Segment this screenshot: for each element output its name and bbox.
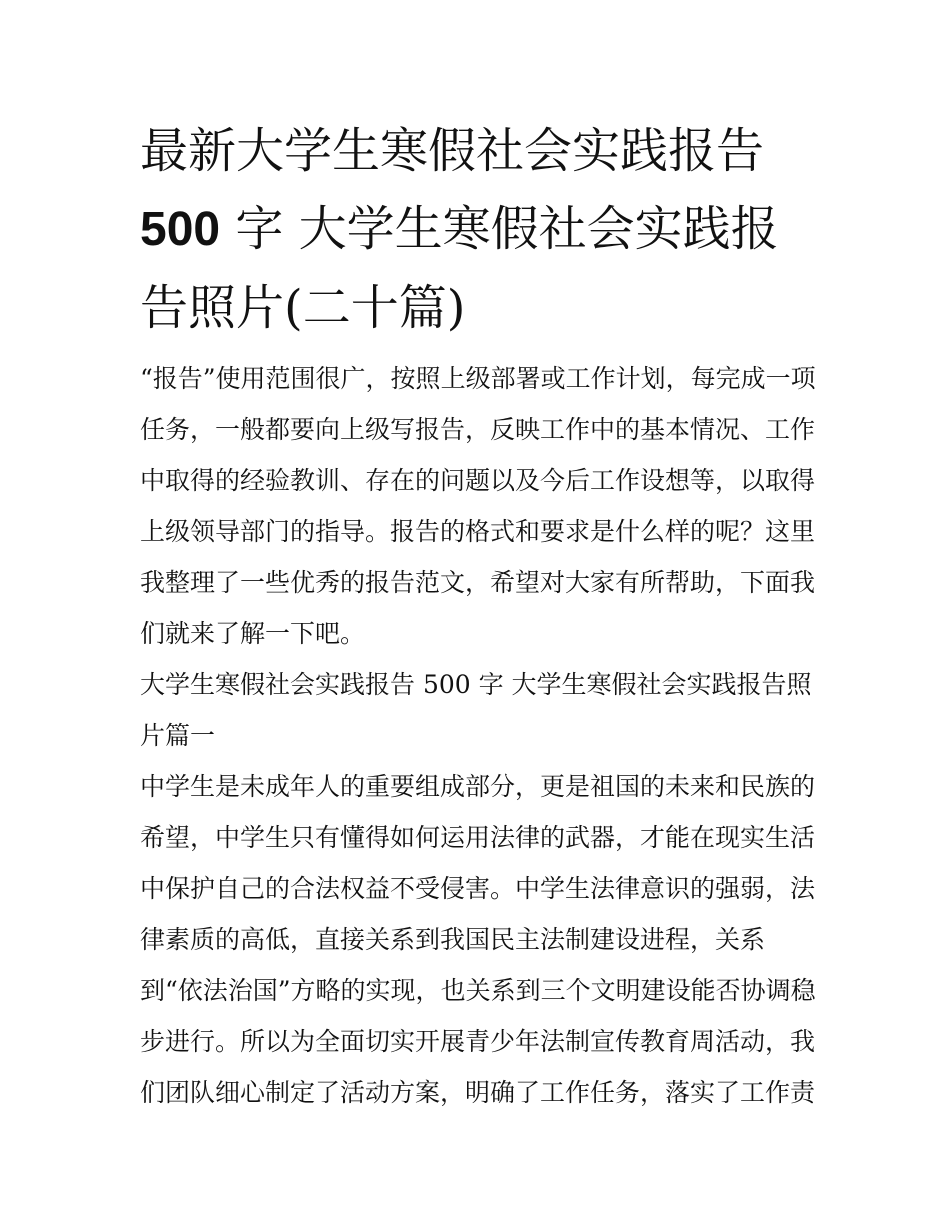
body-line: 律素质的高低，直接关系到我国民主法制建设进程，关系 bbox=[140, 925, 766, 954]
body-line: 们团队细心制定了活动方案，明确了工作任务，落实了工作责 bbox=[140, 1078, 816, 1107]
document-title bbox=[140, 112, 816, 347]
body-line: 中保护自己的合法权益不受侵害。中学生法律意识的强弱，法 bbox=[140, 874, 816, 903]
intro-line: 我整理了一些优秀的报告范文，希望对大家有所帮助，下面我 bbox=[140, 568, 816, 597]
intro-line: 任务，一般都要向上级写报告，反映工作中的基本情况、工作 bbox=[140, 415, 816, 444]
title-line-2-rest: 字 大学生寒假社会实践报 bbox=[220, 201, 779, 257]
title-line-1: 最新大学生寒假社会实践报告 bbox=[140, 123, 765, 179]
title-line-2 bbox=[140, 190, 816, 269]
body-line: 希望，中学生只有懂得如何运用法律的武器，才能在现实生活 bbox=[140, 823, 816, 852]
body-line: 中学生是未成年人的重要组成部分，更是祖国的未来和民族的 bbox=[140, 772, 816, 801]
title-line-3: 告照片(二十篇) bbox=[140, 280, 466, 336]
body-paragraph bbox=[140, 761, 816, 1118]
intro-line: 们就来了解一下吧。 bbox=[140, 619, 366, 648]
intro-line: 上级领导部门的指导。报告的格式和要求是什么样的呢？这里 bbox=[140, 517, 816, 546]
title-number: 500 bbox=[140, 203, 221, 256]
intro-line: 中取得的经验教训、存在的问题以及今后工作设想等，以取得 bbox=[140, 466, 816, 495]
body-line: 到“依法治国”方略的实现，也关系到三个文明建设能否协调稳 bbox=[140, 976, 816, 1005]
intro-line: “报告”使用范围很广，按照上级部署或工作计划，每完成一项 bbox=[140, 364, 816, 393]
intro-paragraph bbox=[140, 353, 816, 659]
section-heading-line: 大学生寒假社会实践报告 500 字 大学生寒假社会实践报告照 bbox=[140, 670, 812, 699]
section-heading bbox=[140, 659, 816, 761]
section-heading-line: 片篇一 bbox=[140, 721, 216, 750]
document-page bbox=[140, 112, 816, 1118]
body-line: 步进行。所以为全面切实开展青少年法制宣传教育周活动，我 bbox=[140, 1027, 816, 1056]
